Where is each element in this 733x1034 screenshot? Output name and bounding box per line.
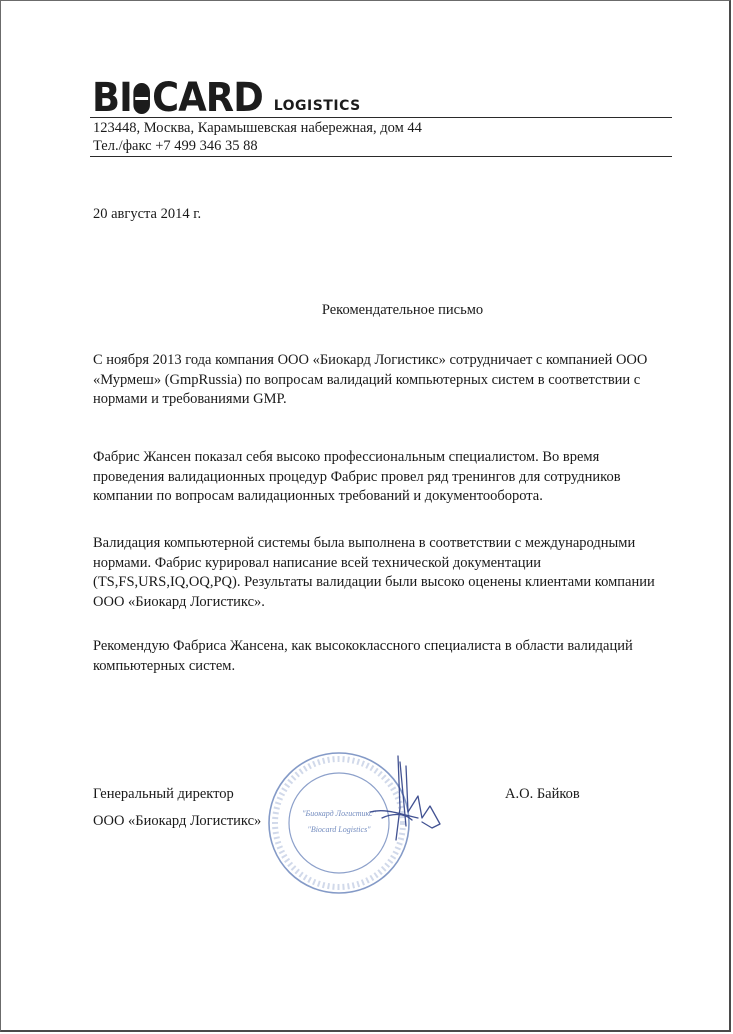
paragraph-line: нормами. Фабрис курировал написание всей технической документации [93, 554, 542, 571]
paragraph-professionalism [93, 448, 668, 507]
paragraph-line: ООО «Биокард Логистикс». [93, 593, 265, 610]
stamp-text-ru: "Биокард Логистикс" [302, 809, 376, 818]
letterhead-rule-top [90, 117, 672, 118]
capsule-icon [133, 82, 151, 115]
paragraph-line: нормами и требованиями GMP. [93, 391, 287, 407]
company-phone: Тел./факс +7 499 346 35 88 [93, 138, 258, 154]
paragraph-recommendation [93, 637, 668, 676]
paragraph-cooperation [93, 351, 668, 410]
company-address: 123448, Москва, Карамышевская набережная, дом 44 [93, 120, 422, 136]
paragraph-line: «Мурмеш» (GmpRussia) по вопросам валидаций компьютерных систем в соответствии с [93, 371, 641, 388]
signer-organization: ООО «Биокард Логистикс» [93, 813, 262, 829]
signer-name: А.О. Байков [505, 786, 580, 802]
stamp-text-en: "Biocard Logistics" [307, 825, 371, 834]
letterhead-rule-bottom [90, 156, 672, 157]
paragraph-line: С ноября 2013 года компания ООО «Биокард Логистикс» сотрудничает с компанией ООО [93, 352, 648, 368]
paragraph-line: компании по вопросам валидационных требований и документооборота. [93, 488, 543, 504]
logo-wordmark: BI CARD [92, 75, 263, 121]
paragraph-line: компьютерных систем. [93, 657, 236, 674]
signer-role: Генеральный директор [93, 786, 234, 802]
paragraph-line: Валидация компьютерной системы была выполнена в соответствии с международными [93, 535, 636, 551]
letter-date: 20 августа 2014 г. [93, 206, 202, 222]
paragraph-line: Рекомендую Фабриса Жансена, как высококлассного специалиста в области валидаций [93, 638, 633, 654]
paragraph-line: Фабрис Жансен показал себя высоко профессиональным специалистом. Во время [93, 449, 600, 465]
company-logo [92, 74, 361, 121]
handwritten-signature [360, 748, 450, 848]
paragraph-validation [93, 534, 668, 612]
letter-title: Рекомендательное письмо [321, 302, 484, 318]
paragraph-line: проведения валидационных процедур Фабрис провел ряд тренингов для сотрудников [93, 468, 621, 485]
paragraph-line: (TS,FS,URS,IQ,OQ,PQ). Результаты валидации были высоко оценены клиентами компании [93, 574, 655, 590]
logo-subtitle: LOGISTICS [273, 98, 361, 114]
